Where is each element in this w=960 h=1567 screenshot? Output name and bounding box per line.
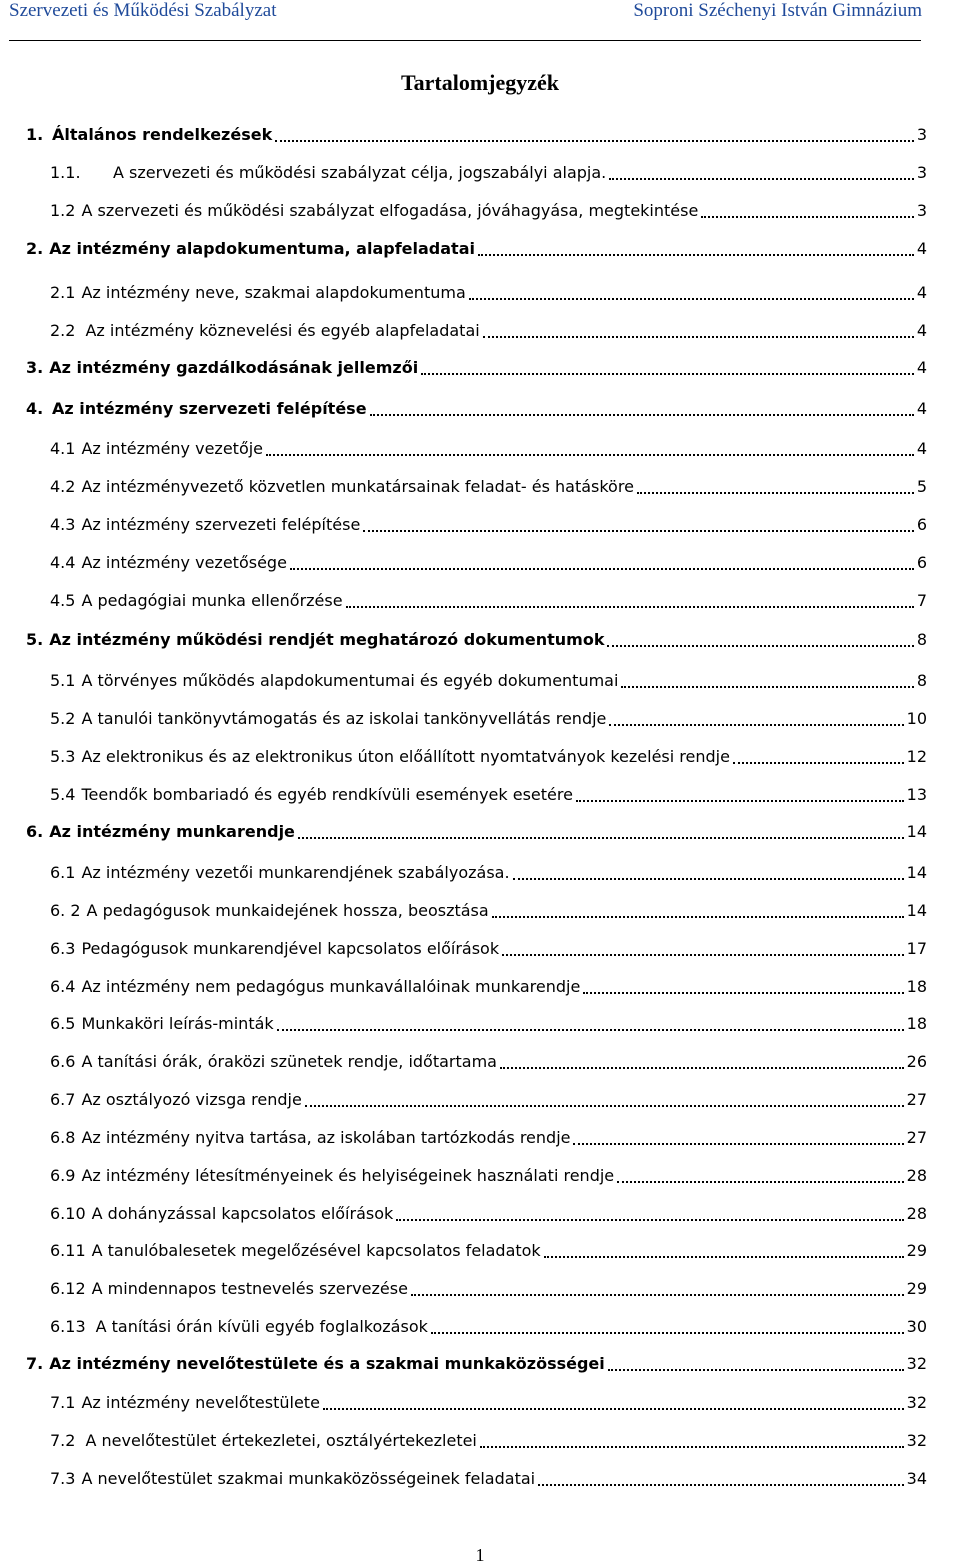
toc-entry[interactable] (50, 1314, 927, 1340)
toc-entry[interactable] (50, 668, 927, 694)
toc-entry-page: 29 (906, 1241, 927, 1260)
toc-dot-leader (538, 1483, 904, 1486)
toc-dot-leader (275, 139, 914, 142)
toc-dot-leader (411, 1293, 904, 1296)
toc-entry-page: 4 (916, 439, 927, 458)
toc-entry-number: 6.9 (50, 1166, 76, 1185)
toc-entry-number: 7.2 (50, 1431, 76, 1450)
toc-dot-leader (583, 991, 903, 994)
toc-entry-label: Az intézmény alapdokumentuma, alapfeladatai (49, 239, 475, 258)
toc-dot-leader (431, 1331, 904, 1334)
toc-entry[interactable] (50, 1125, 927, 1151)
toc-entry[interactable] (50, 1049, 927, 1075)
toc-entry-number: 6.6 (50, 1052, 76, 1071)
toc-entry[interactable] (26, 819, 927, 845)
toc-entry[interactable] (26, 627, 927, 653)
toc-entry-number: 6.10 (50, 1204, 86, 1223)
toc-entry[interactable] (50, 1276, 927, 1302)
toc-entry-page: 32 (906, 1431, 927, 1450)
toc-entry-label: Az intézmény gazdálkodásának jellemzői (49, 358, 419, 377)
toc-dot-leader (469, 297, 914, 300)
toc-entry[interactable] (50, 588, 927, 614)
toc-entry-number: 4.1 (50, 439, 76, 458)
toc-entry-label: Az intézmény létesítményeinek és helyiségeinek használati rendje (81, 1166, 615, 1185)
toc-entry[interactable] (50, 1163, 927, 1189)
toc-entry-label: A dohányzással kapcsolatos előírások (91, 1204, 394, 1223)
toc-entry[interactable] (50, 1390, 927, 1416)
toc-entry-label: Pedagógusok munkarendjével kapcsolatos előírások (81, 939, 500, 958)
toc-entry-label: A nevelőtestület értekezletei, osztályértekezletei (85, 1431, 477, 1450)
toc-entry-page: 28 (906, 1166, 927, 1185)
toc-entry-label: A törvényes működés alapdokumentumai és egyéb dokumentumai (81, 671, 619, 690)
toc-dot-leader (609, 723, 903, 726)
toc-dot-leader (733, 761, 904, 764)
toc-entry-number: 6.8 (50, 1128, 76, 1147)
toc-entry-page: 8 (916, 671, 927, 690)
toc-dot-leader (573, 1142, 903, 1145)
toc-entry-label: Az intézmény nem pedagógus munkavállalóinak munkarendje (81, 977, 581, 996)
toc-entry-label: Az intézmény neve, szakmai alapdokumentuma (81, 283, 466, 302)
toc-entry-number: 6.13 (50, 1317, 86, 1336)
toc-entry-number: 6.3 (50, 939, 76, 958)
toc-entry-page: 6 (916, 553, 927, 572)
toc-entry-label: A tanulóbalesetek megelőzésével kapcsolatos feladatok (91, 1241, 541, 1260)
toc-entry-label: A nevelőtestület szakmai munkaközösségeinek feladatai (81, 1469, 536, 1488)
toc-entry[interactable] (50, 744, 927, 770)
toc-dot-leader (421, 372, 914, 375)
toc-entry-page: 8 (916, 630, 927, 649)
toc-entry-number: 5. (26, 630, 44, 649)
toc-entry-number: 6.5 (50, 1014, 76, 1033)
toc-dot-leader (609, 177, 914, 180)
toc-entry-page: 29 (906, 1279, 927, 1298)
toc-entry-label: Az intézményvezető közvetlen munkatársainak feladat- és hatásköre (81, 477, 634, 496)
toc-entry-number: 6.7 (50, 1090, 76, 1109)
toc-entry-number: 6. (26, 822, 44, 841)
toc-entry-page: 18 (906, 1014, 927, 1033)
toc-entry-page: 12 (906, 747, 927, 766)
toc-entry-label: Munkaköri leírás-minták (81, 1014, 274, 1033)
toc-dot-leader (370, 413, 914, 416)
toc-entry-label: A pedagógiai munka ellenőrzése (81, 591, 343, 610)
toc-entry[interactable] (50, 936, 927, 962)
toc-entry[interactable] (50, 974, 927, 1000)
toc-entry-page: 34 (906, 1469, 927, 1488)
toc-entry-number: 5.3 (50, 747, 76, 766)
toc-dot-leader (621, 685, 913, 688)
toc-entry-page: 17 (906, 939, 927, 958)
toc-entry-label: Általános rendelkezések (52, 125, 273, 144)
toc-entry[interactable] (26, 396, 927, 422)
toc-entry-label: A mindennapos testnevelés szervezése (91, 1279, 408, 1298)
toc-entry[interactable] (50, 512, 927, 538)
toc-dot-leader (266, 453, 914, 456)
toc-entry-page: 30 (906, 1317, 927, 1336)
toc-entry-label: Az intézmény nevelőtestülete és a szakmai munkaközösségei (49, 1354, 605, 1373)
toc-entry-number: 7. (26, 1354, 44, 1373)
toc-dot-leader (478, 253, 914, 256)
toc-entry-page: 18 (906, 977, 927, 996)
toc-entry-number: 2.1 (50, 283, 76, 302)
toc-entry-label: A szervezeti és működési szabályzat célja, jogszabályi alapja. (113, 163, 607, 182)
toc-dot-leader (500, 1066, 904, 1069)
toc-entry[interactable] (50, 318, 927, 344)
toc-entry[interactable] (50, 436, 927, 462)
toc-dot-leader (483, 335, 914, 338)
toc-entry-page: 27 (906, 1128, 927, 1147)
toc-dot-leader (607, 644, 913, 647)
toc-entry-page: 4 (916, 399, 927, 418)
toc-dot-leader (323, 1407, 904, 1410)
toc-dot-leader (346, 605, 914, 608)
toc-entry-number: 4.5 (50, 591, 76, 610)
toc-entry-page: 3 (916, 201, 927, 220)
toc-dot-leader (290, 567, 914, 570)
toc-entry-label: A tanítási órák, óraközi szünetek rendje, időtartama (81, 1052, 497, 1071)
toc-entry-number: 5.2 (50, 709, 76, 728)
toc-entry-page: 4 (916, 321, 927, 340)
toc-dot-leader (513, 877, 904, 880)
header-document-title: Szervezeti és Működési Szabályzat (9, 0, 277, 21)
toc-entry-number: 4. (26, 399, 44, 418)
toc-entry-number: 1.1. (50, 163, 81, 182)
toc-entry-page: 28 (906, 1204, 927, 1223)
page-number: 1 (475, 1545, 485, 1565)
toc-entry-label: Az intézmény vezetői munkarendjének szabályozása. (81, 863, 510, 882)
toc-entry-page: 3 (916, 163, 927, 182)
toc-entry-number: 6.12 (50, 1279, 86, 1298)
toc-entry-number: 2. (26, 239, 44, 258)
toc-entry-page: 32 (906, 1393, 927, 1412)
toc-dot-leader (701, 215, 914, 218)
toc-entry[interactable] (50, 280, 927, 306)
toc-entry-page: 14 (906, 822, 927, 841)
toc-entry-number: 1.2 (50, 201, 76, 220)
toc-entry[interactable] (50, 1011, 927, 1037)
toc-entry[interactable] (50, 706, 927, 732)
toc-entry-page: 13 (906, 785, 927, 804)
toc-entry[interactable] (26, 122, 927, 148)
toc-dot-leader (576, 799, 904, 802)
toc-entry-label: Az intézmény szervezeti felépítése (52, 399, 367, 418)
toc-dot-leader (363, 529, 914, 532)
toc-entry[interactable] (50, 898, 927, 924)
toc-entry-number: 7.3 (50, 1469, 76, 1488)
toc-entry-label: Az osztályozó vizsga rendje (81, 1090, 302, 1109)
toc-dot-leader (617, 1180, 904, 1183)
toc-entry-page: 14 (906, 901, 927, 920)
toc-dot-leader (298, 836, 904, 839)
toc-entry-number: 5.1 (50, 671, 76, 690)
toc-dot-leader (277, 1028, 904, 1031)
toc-entry[interactable] (26, 355, 927, 381)
toc-entry-page: 7 (916, 591, 927, 610)
toc-entry-number: 6.1 (50, 863, 76, 882)
toc-dot-leader (305, 1104, 904, 1107)
toc-dot-leader (480, 1445, 904, 1448)
toc-entry-number: 6.11 (50, 1241, 86, 1260)
toc-entry-page: 26 (906, 1052, 927, 1071)
toc-entry-label: Az intézmény nyitva tartása, az iskolában tartózkodás rendje (81, 1128, 571, 1147)
toc-dot-leader (492, 915, 904, 918)
toc-entry-page: 32 (906, 1354, 927, 1373)
toc-entry-label: A tanulói tankönyvtámogatás és az iskolai tankönyvellátás rendje (81, 709, 607, 728)
toc-entry-number: 7.1 (50, 1393, 76, 1412)
toc-entry[interactable] (26, 236, 927, 262)
toc-entry-page: 4 (916, 239, 927, 258)
toc-entry-label: A szervezeti és működési szabályzat elfogadása, jóváhagyása, megtekintése (81, 201, 699, 220)
toc-entry-label: Az intézmény működési rendjét meghatározó dokumentumok (49, 630, 605, 649)
toc-entry-number: 5.4 (50, 785, 76, 804)
toc-entry[interactable] (50, 474, 927, 500)
toc-dot-leader (608, 1368, 904, 1371)
toc-dot-leader (637, 491, 914, 494)
toc-entry[interactable] (50, 1201, 927, 1227)
toc-entry[interactable] (50, 782, 927, 808)
toc-entry-number: 1. (26, 125, 44, 144)
toc-entry-page: 4 (916, 358, 927, 377)
toc-entry-label: Az elektronikus és az elektronikus úton előállított nyomtatványok kezelési rendje (81, 747, 730, 766)
toc-entry-label: Az intézmény szervezeti felépítése (81, 515, 361, 534)
toc-entry-number: 3. (26, 358, 44, 377)
toc-entry-number: 4.3 (50, 515, 76, 534)
toc-entry-label: Teendők bombariadó és egyéb rendkívüli események esetére (81, 785, 573, 804)
toc-entry[interactable] (50, 1466, 927, 1492)
toc-dot-leader (544, 1255, 904, 1258)
toc-entry-number: 6. 2 (50, 901, 81, 920)
toc-entry[interactable] (50, 1238, 927, 1264)
toc-entry-number: 2.2 (50, 321, 76, 340)
toc-entry-number: 4.4 (50, 553, 76, 572)
toc-entry-page: 10 (906, 709, 927, 728)
toc-entry[interactable] (50, 198, 927, 224)
toc-dot-leader (502, 953, 904, 956)
toc-entry-page: 3 (916, 125, 927, 144)
toc-entry-label: Az intézmény munkarendje (49, 822, 295, 841)
toc-dot-leader (396, 1218, 903, 1221)
toc-entry[interactable] (26, 1351, 927, 1377)
toc-entry-page: 14 (906, 863, 927, 882)
toc-entry-label: A pedagógusok munkaidejének hossza, beosztása (86, 901, 489, 920)
toc-entry[interactable] (50, 1428, 927, 1454)
header-school-name: Soproni Széchenyi István Gimnázium (633, 0, 922, 21)
toc-entry-label: Az intézmény vezetősége (81, 553, 287, 572)
toc-entry-label: A tanítási órán kívüli egyéb foglalkozások (95, 1317, 428, 1336)
toc-entry[interactable] (50, 1087, 927, 1113)
toc-entry-label: Az intézmény köznevelési és egyéb alapfeladatai (85, 321, 480, 340)
toc-entry-label: Az intézmény nevelőtestülete (81, 1393, 320, 1412)
toc-entry-page: 4 (916, 283, 927, 302)
toc-entry-number: 6.4 (50, 977, 76, 996)
toc-entry[interactable] (50, 550, 927, 576)
toc-entry-page: 27 (906, 1090, 927, 1109)
toc-entry-label: Az intézmény vezetője (81, 439, 264, 458)
toc-title: Tartalomjegyzék (400, 70, 560, 95)
toc-entry[interactable] (50, 860, 927, 886)
toc-entry-page: 5 (916, 477, 927, 496)
toc-entry-page: 6 (916, 515, 927, 534)
toc-entry-number: 4.2 (50, 477, 76, 496)
toc-entry[interactable] (50, 160, 927, 186)
